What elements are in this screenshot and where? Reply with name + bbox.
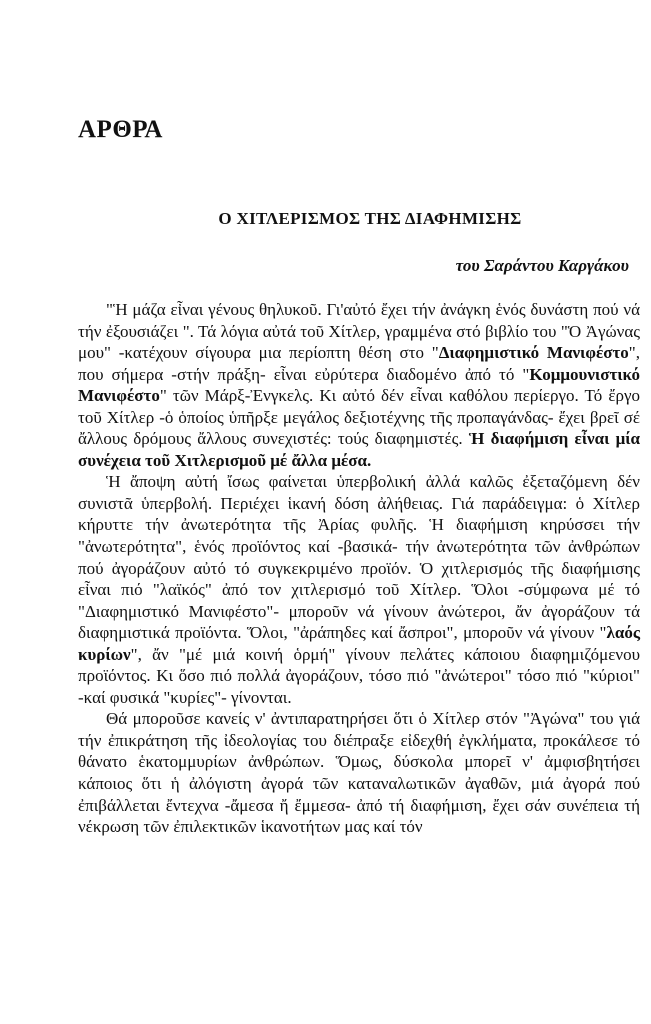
paragraph-text: Θά μποροῦσε κανείς ν' ἀντιπαρατηρήσει ὅτι ὁ Χίτλερ στόν "Ἀγώνα" του γιά τήν ἐπικράτηση τῆς ἰδεολογίας του διέπραξε εἰδεχθή ἐγκλήματα, προκάλεσε τό θάνατο ἑκατομμυρίων ἀνθρώπων. Ὅμως, δύσκολα μπορεῖ ν' ἀμφισβητήσει κάποιος ὅτι ἡ ἀλόγιστη ἀγορά τῶν καταναλωτικῶν ἀγαθῶν, μιά ἀγορά πού ἐπιβάλλεται ἔντεχνα -ἄμεσα ἤ ἔμμεσα- ἀπό τή διαφήμιση, ἔχει σάν συνέπεια τή νέκρωση τῶν ἐπιλεκτικῶν ἱκανοτήτων μας καί τόν [78,709,640,837]
body-paragraph [78,471,640,708]
article-body [78,299,640,838]
body-paragraph [78,299,640,471]
paragraph-text: "Ἡ μάζα εἶναι γένους θηλυκοῦ. Γι'αὐτό ἔχει τήν ἀνάγκη ἑνός δυνάστη πού νά τήν ἐξουσιάζει ". Τά λόγια αὐτά τοῦ Χίτλερ, γραμμένα στό βιβλίο του "Ὁ Ἀγώνας μου" -κατέχουν σίγουρα μια περίοπτη θέση στο " [78,300,640,363]
emphasized-text: Διαφημιστικό Μανιφέστο [438,343,629,363]
article-title: Ο ΧΙΤΛΕΡΙΣΜΟΣ ΤΗΣ ΔΙΑΦΗΜΙΣΗΣ [218,209,522,228]
paragraph-text: Ἡ ἄποψη αὐτή ἴσως φαίνεται ὑπερβολική ἀλλά καλῶς ἐξεταζόμενη δέν συνιστᾶ ὑπερβολή. Περιέχει ἱκανή δόση ἀλήθειας. Γιά παράδειγμα: ὁ Χίτλερ κήρυττε τήν ἀνωτερότητα τῆς Ἀρίας φυλῆς. Ἡ διαφήμιση κηρύσσει τήν "ἀνωτερότητα", ἑνός προϊόντος καί -βασικά- τήν ἀνωτερότητα τῶν ἀνθρώπων πού ἀγοράζουν αὐτό τό συγκεκριμένο προϊόν. Ὁ χιτλερισμός τῆς διαφήμισης εἶναι πιό "λαϊκός" ἀπό τον χιτλερισμό τοῦ Χίτλερ. Ὅλοι -σύμφωνα μέ τό "Διαφημιστικό Μανιφέστο"- μποροῦν νά γίνουν ἀνώτεροι, ἄν ἀγοράζουν τά διαφημιστικά προϊόντα. Ὅλοι, "ἀράπηδες καί ἄσπροι", μποροῦν νά γίνουν " [78,472,640,643]
emphasized-text: Κομμουνιστικό Μανιφέστο [78,364,640,406]
article-byline: του Σαράντου Καργάκου [455,256,629,275]
emphasized-text: Ἡ διαφήμιση εἶναι μία συνέχεια τοῦ Χιτλερισμοῦ μέ ἄλλα μέσα. [78,429,640,470]
section-heading: ΑΡΘΡΑ [78,116,163,143]
paragraph-text: ", που σήμερα -στήν πράξη- εἶναι εὐρύτερα διαδομένο ἀπό τό " [78,343,640,384]
paragraph-text: ", ἄν "μέ μιά κοινή ὁρμή" γίνουν πελάτες κάποιου διαφημιζόμενου προϊόντος. Κι ὅσο πιό πολλά ἀγοράζουν, τόσο πιό "ἀνώτεροι" τόσο πιό "κύριοι" -καί φυσικά "κυρίες"- γίνονται. [78,644,640,707]
paragraph-text: " τῶν Μάρξ-Ἐνγκελς. Κι αὐτό δέν εἶναι καθόλου περίεργο. Τό ἔργο τοῦ Χίτλερ -ὁ ὁποίος ὑπῆρξε μεγάλος δεξιοτέχνης τῆς προπαγάνδας- ἔχει βρεῖ σέ ἄλλους δρόμους ἄλλους συνεχιστές: τούς διαφημιστές. [78,386,640,449]
body-paragraph [78,708,640,837]
emphasized-text: λαός κυρίων [78,623,640,664]
